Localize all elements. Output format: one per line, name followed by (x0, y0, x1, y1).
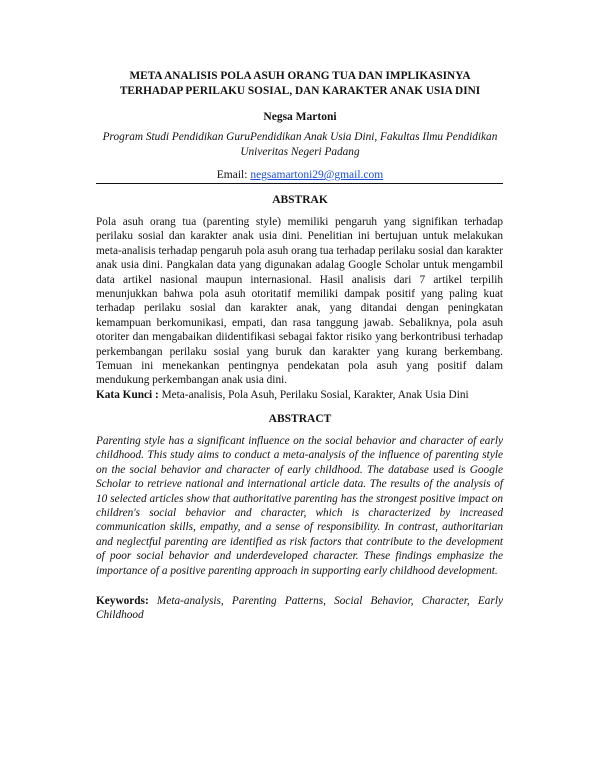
abstract-body: Parenting style has a significant influence on the social behavior and character of early childhood. This study aims to conduct a meta-analysis of the influence of parenting style on the social behavior and character of early childhood. The database used is Google Scholar to retrieve national and international article data. The results of the analysis of 10 selected articles show that authoritative parenting has the strongest positive impact on children's social behavior and character, which is characterized by increased communication skills, empathy, and a sense of responsibility. In contrast, authoritarian and neglectful parenting are identified as risk factors that contribute to the development of poor social behavior and underdeveloped character. These findings emphasize the importance of a positive parenting approach in supporting early childhood development. (96, 435, 503, 577)
affiliation: Program Studi Pendidikan GuruPendidikan Anak Usia Dini, Fakultas Ilmu Pendidikan Univeritas Negeri Padang (102, 131, 498, 158)
author-name: Negsa Martoni (263, 111, 337, 123)
email-line (0, 169, 600, 181)
kata-kunci-text: Meta-analisis, Pola Asuh, Perilaku Sosial, Karakter, Anak Usia Dini (161, 389, 469, 401)
keywords-text: Meta-analysis, Parenting Patterns, Social Behavior, Character, Early Childhood (96, 595, 504, 622)
kata-kunci (96, 388, 503, 402)
title-line-2: TERHADAP PERILAKU SOSIAL, DAN KARAKTER ANAK USIA DINI (119, 85, 481, 97)
keywords-label: Keywords: (96, 595, 149, 607)
abstrak-body: Pola asuh orang tua (parenting style) memiliki pengaruh yang signifikan terhadap perilaku sosial dan karakter anak usia dini. Penelitian ini bertujuan untuk melakukan meta-analisis terhadap pengaruh pola asuh orang tua terhadap perilaku sosial dan karakter anak usia dini. Pangkalan data yang digunakan adalag Google Scholar untuk mengambil data artikel nasional maupun internasional. Hasil analisis dari 7 artikel terpilih menunjukkan bahwa pola asuh otoritatif memiliki dampak positif yang paling kuat terhadap perilaku sosial dan karakter anak, yang ditandai dengan peningkatan kemampuan berkomunikasi, empati, dan rasa tanggung jawab. Sebaliknya, pola asuh otoriter dan mengabaikan diidentifikasi sebagai faktor risiko yang berkontribusi terhadap perkembangan perilaku sosial yang buruk dan karakter yang kurang berkembang. Temuan ini menekankan pentingnya pendekatan pola asuh yang positif dalam mendukung perkembangan anak usia dini. (96, 216, 503, 387)
paper-title (60, 69, 540, 99)
title-line-1: META ANALISIS POLA ASUH ORANG TUA DAN IMPLIKASINYA (129, 70, 471, 82)
kata-kunci-label: Kata Kunci : (96, 389, 159, 401)
keywords (96, 594, 503, 623)
divider-rule (96, 183, 503, 184)
email-link[interactable]: negsamartoni29@gmail.com (250, 169, 384, 181)
email-label: Email: (216, 169, 248, 181)
abstract-heading: ABSTRACT (268, 413, 332, 425)
abstrak-heading: ABSTRAK (272, 194, 328, 206)
